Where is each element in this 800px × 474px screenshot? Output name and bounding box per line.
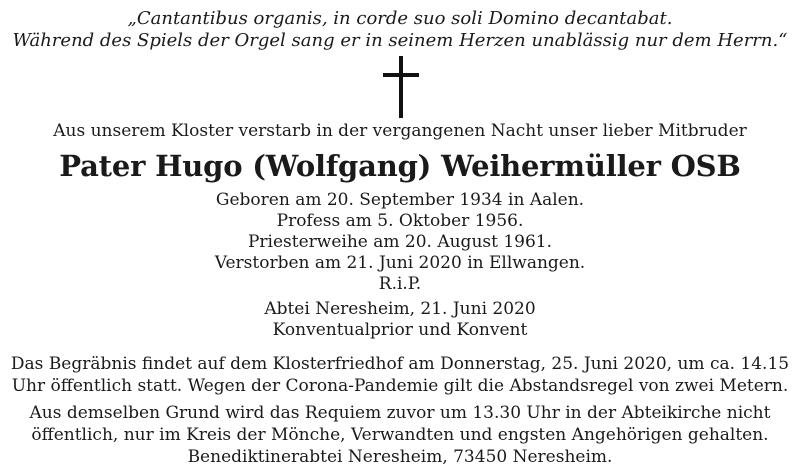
bio-profession: Profess am 5. Oktober 1956.	[276, 211, 524, 231]
abbey-address: Benediktinerabtei Neresheim, 73450 Neresheim.	[187, 447, 613, 467]
requiem-line: öffentlich, nur im Kreis der Mönche, Verwandten und engsten Angehörigen gehalten.	[31, 425, 769, 445]
intro-text: Aus unserem Kloster verstarb in der vergangenen Nacht unser lieber Mitbruder	[53, 121, 747, 141]
signature-signers: Konventualprior und Konvent	[272, 320, 528, 340]
signature-place-date: Abtei Neresheim, 21. Juni 2020	[264, 299, 536, 319]
deceased-name: Pater Hugo (Wolfgang) Weihermüller OSB	[59, 149, 741, 183]
funeral-info	[0, 353, 800, 397]
signature-block	[0, 299, 800, 341]
bio-rip: R.i.P.	[378, 274, 422, 294]
bio-ordination: Priesterweihe am 20. August 1961.	[247, 232, 553, 252]
funeral-line: Uhr öffentlich statt. Wegen der Corona-Pandemie gilt die Abstandsregel von zwei Metern.	[11, 376, 789, 396]
biography	[0, 190, 800, 295]
bio-birth: Geboren am 20. September 1934 in Aalen.	[215, 190, 585, 210]
requiem-info	[0, 402, 800, 468]
requiem-line: Aus demselben Grund wird das Requiem zuvor um 13.30 Uhr in der Abteikirche nicht	[29, 403, 771, 423]
bio-death: Verstorben am 21. Juni 2020 in Ellwangen.	[214, 253, 586, 273]
funeral-line: Das Begräbnis findet auf dem Klosterfriedhof am Donnerstag, 25. Juni 2020, um ca. 14.15	[10, 354, 790, 374]
cross-icon	[383, 56, 419, 118]
epigraph-quote	[0, 8, 800, 52]
quote-german: Während des Spiels der Orgel sang er in seinem Herzen unablässig nur dem Herrn.“	[12, 30, 788, 51]
quote-latin: „Cantantibus organis, in corde suo soli Domino decantabat.	[127, 8, 673, 29]
